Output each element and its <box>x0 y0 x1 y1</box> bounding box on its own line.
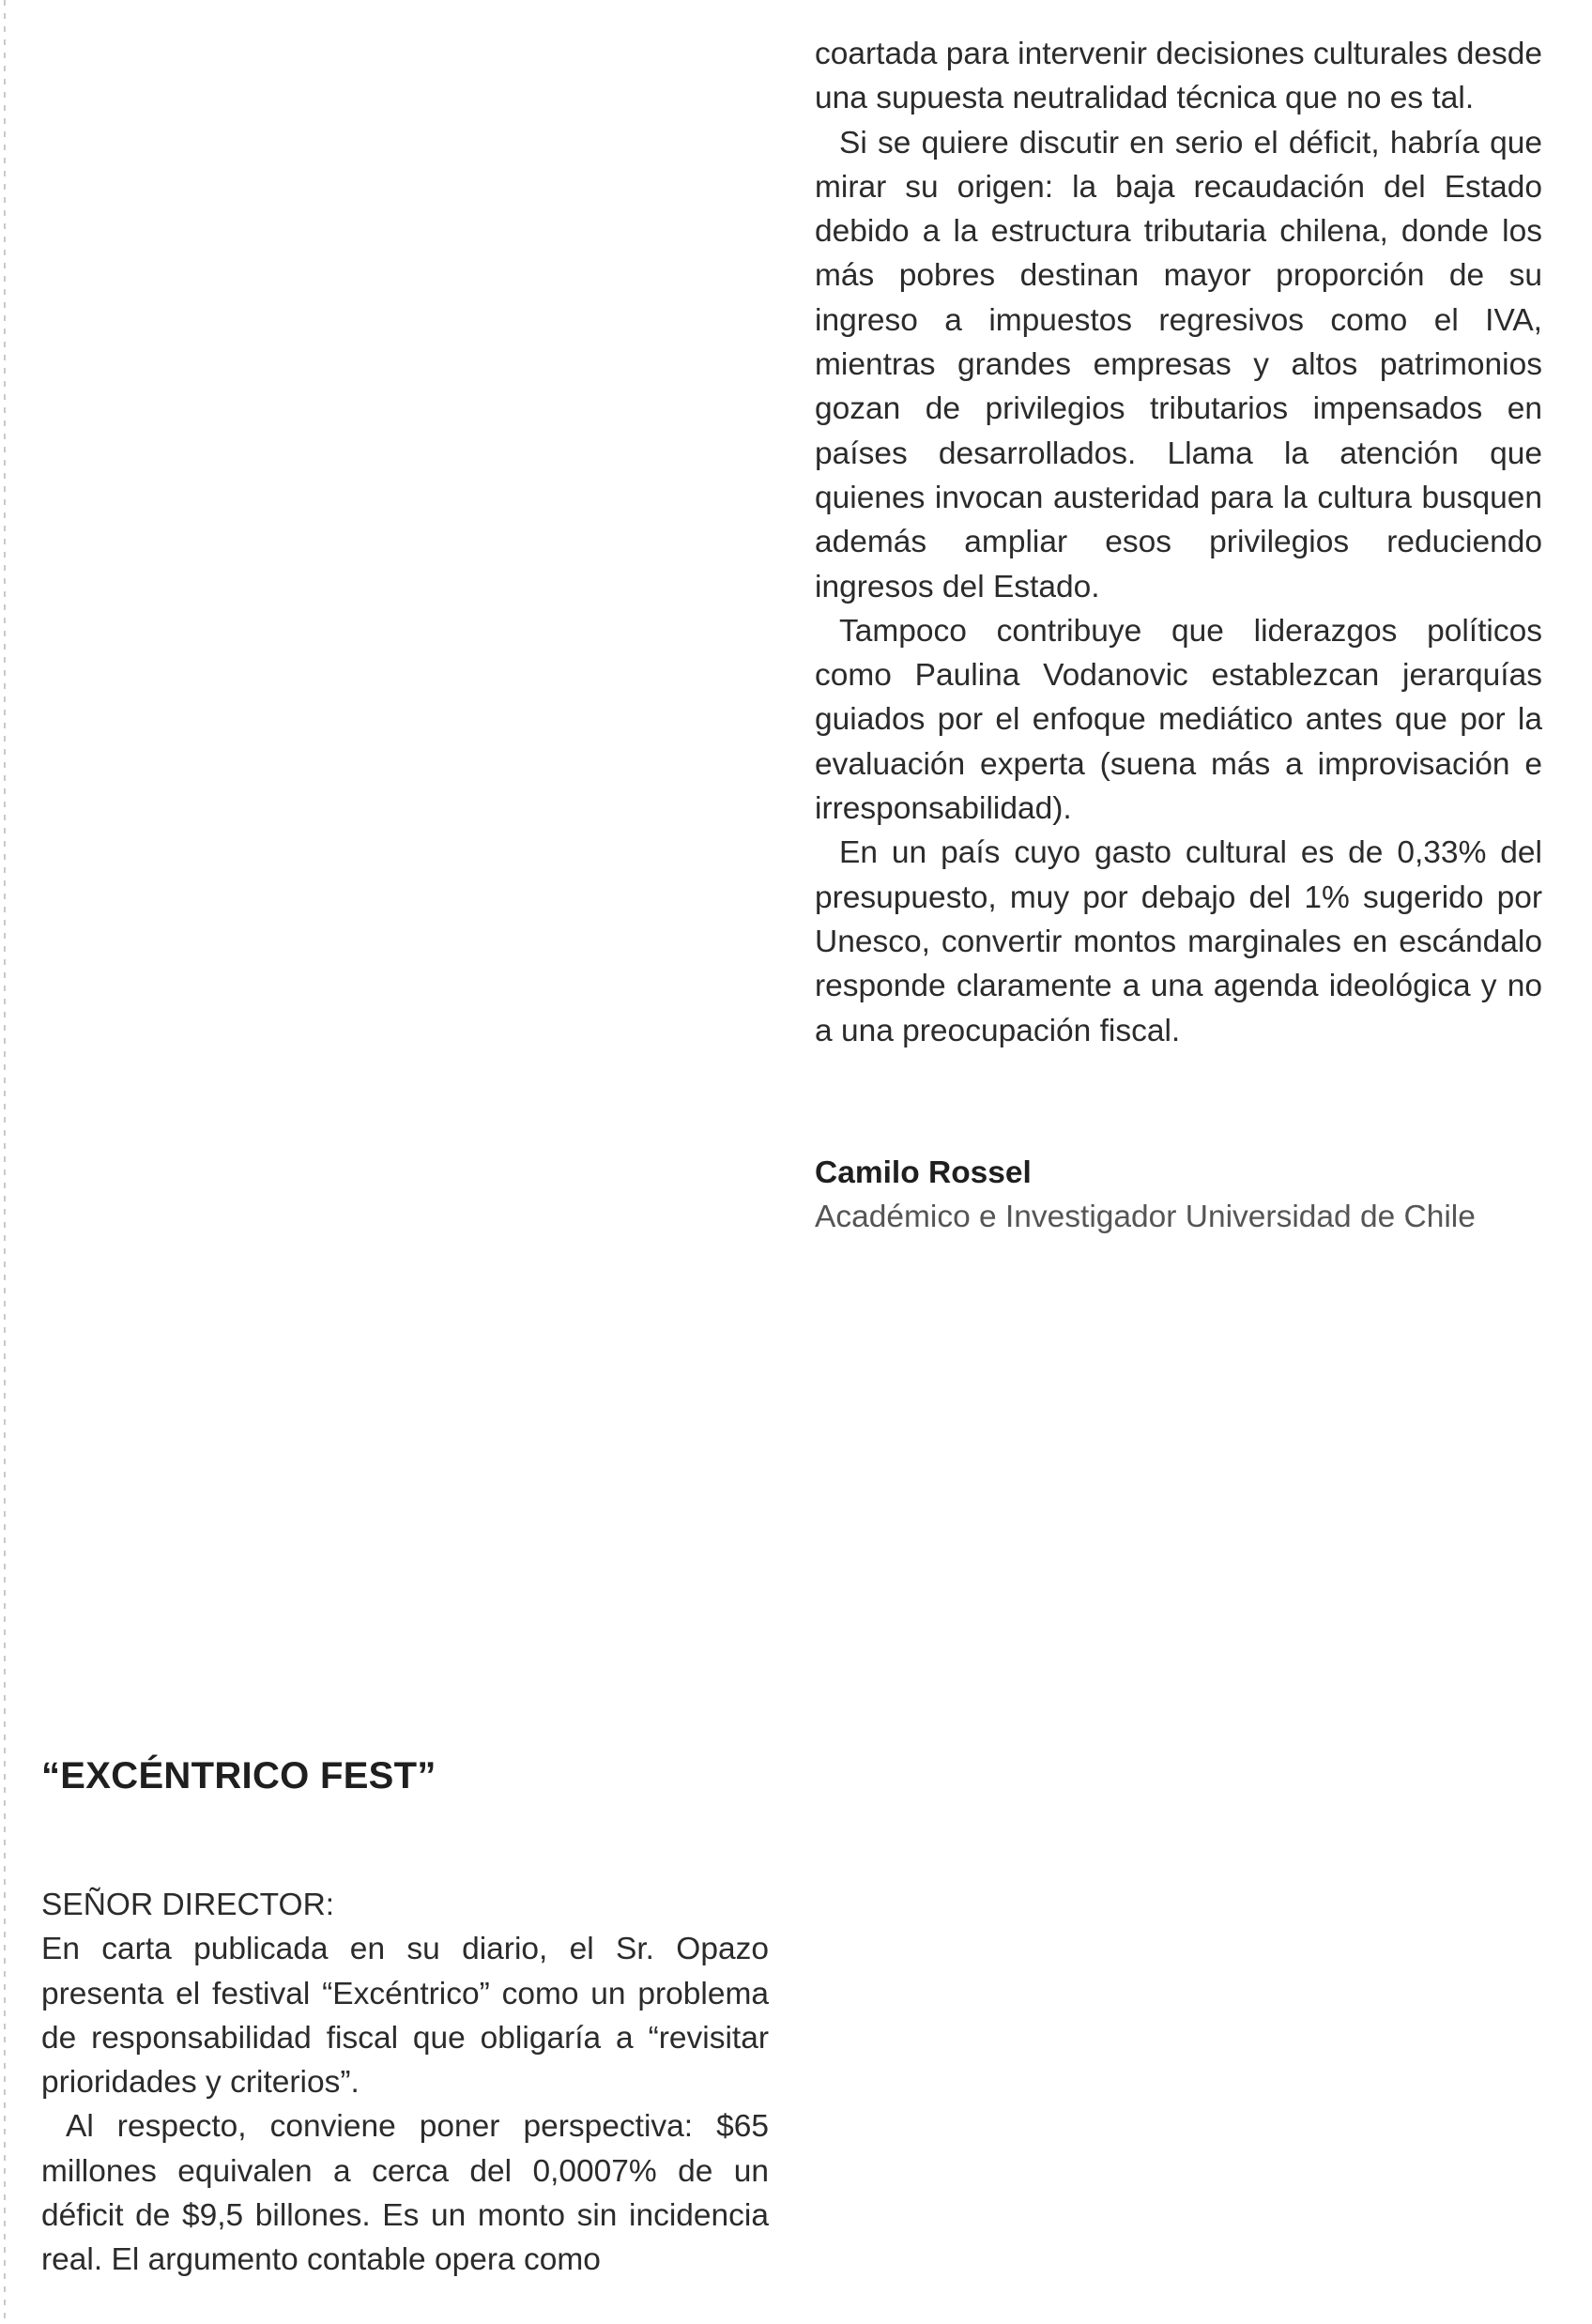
letter-headline: “EXCÉNTRICO FEST” <box>41 1755 436 1797</box>
paragraph: En un país cuyo gasto cultural es de 0,33% del presupuesto, muy por debajo del 1% sugerido por Unesco, convertir montos marginales en escándalo responde claramente a una agenda ideológica y no a una preocupación fiscal. <box>815 835 1542 1048</box>
letter-signature <box>815 1151 1542 1239</box>
letter-start-column <box>41 1883 769 2283</box>
paragraph: En carta publicada en su diario, el Sr. Opazo presenta el festival “Excéntrico” como un problema de responsabilidad fiscal que obligaría a “revisitar prioridades y criterios”. <box>41 1932 769 2101</box>
paragraph: coartada para intervenir decisiones culturales desde una supuesta neutralidad técnica que no es tal. <box>815 37 1542 116</box>
paragraph: Al respecto, conviene poner perspectiva: $65 millones equivalen a cerca del 0,0007% de un déficit de $9,5 billones. Es un monto sin incidencia real. El argumento contable opera como <box>41 2109 769 2278</box>
author-role: Académico e Investigador Universidad de Chile <box>815 1200 1476 1234</box>
salutation: SEÑOR DIRECTOR: <box>41 1888 335 1922</box>
author-name: Camilo Rossel <box>815 1155 1032 1190</box>
paragraph: Si se quiere discutir en serio el déficit, habría que mirar su origen: la baja recaudación del Estado debido a la estructura tributaria chilena, donde los más pobres destinan mayor proporción de su ingreso a impuestos regresivos como el IVA, mientras grandes empresas y altos patrimonios gozan de privilegios tributarios impensados en países desarrollados. Llama la atención que quienes invocan austeridad para la cultura busquen además ampliar esos privilegios reduciendo ingresos del Estado. <box>815 125 1542 604</box>
paragraph: Tampoco contribuye que liderazgos políticos como Paulina Vodanovic establezcan jerarquías guiados por el enfoque mediático antes que por la evaluación experta (suena más a improvisación e irresponsabilidad). <box>815 613 1542 827</box>
letter-continuation-column <box>815 32 1542 1053</box>
column-rule <box>4 0 6 2324</box>
